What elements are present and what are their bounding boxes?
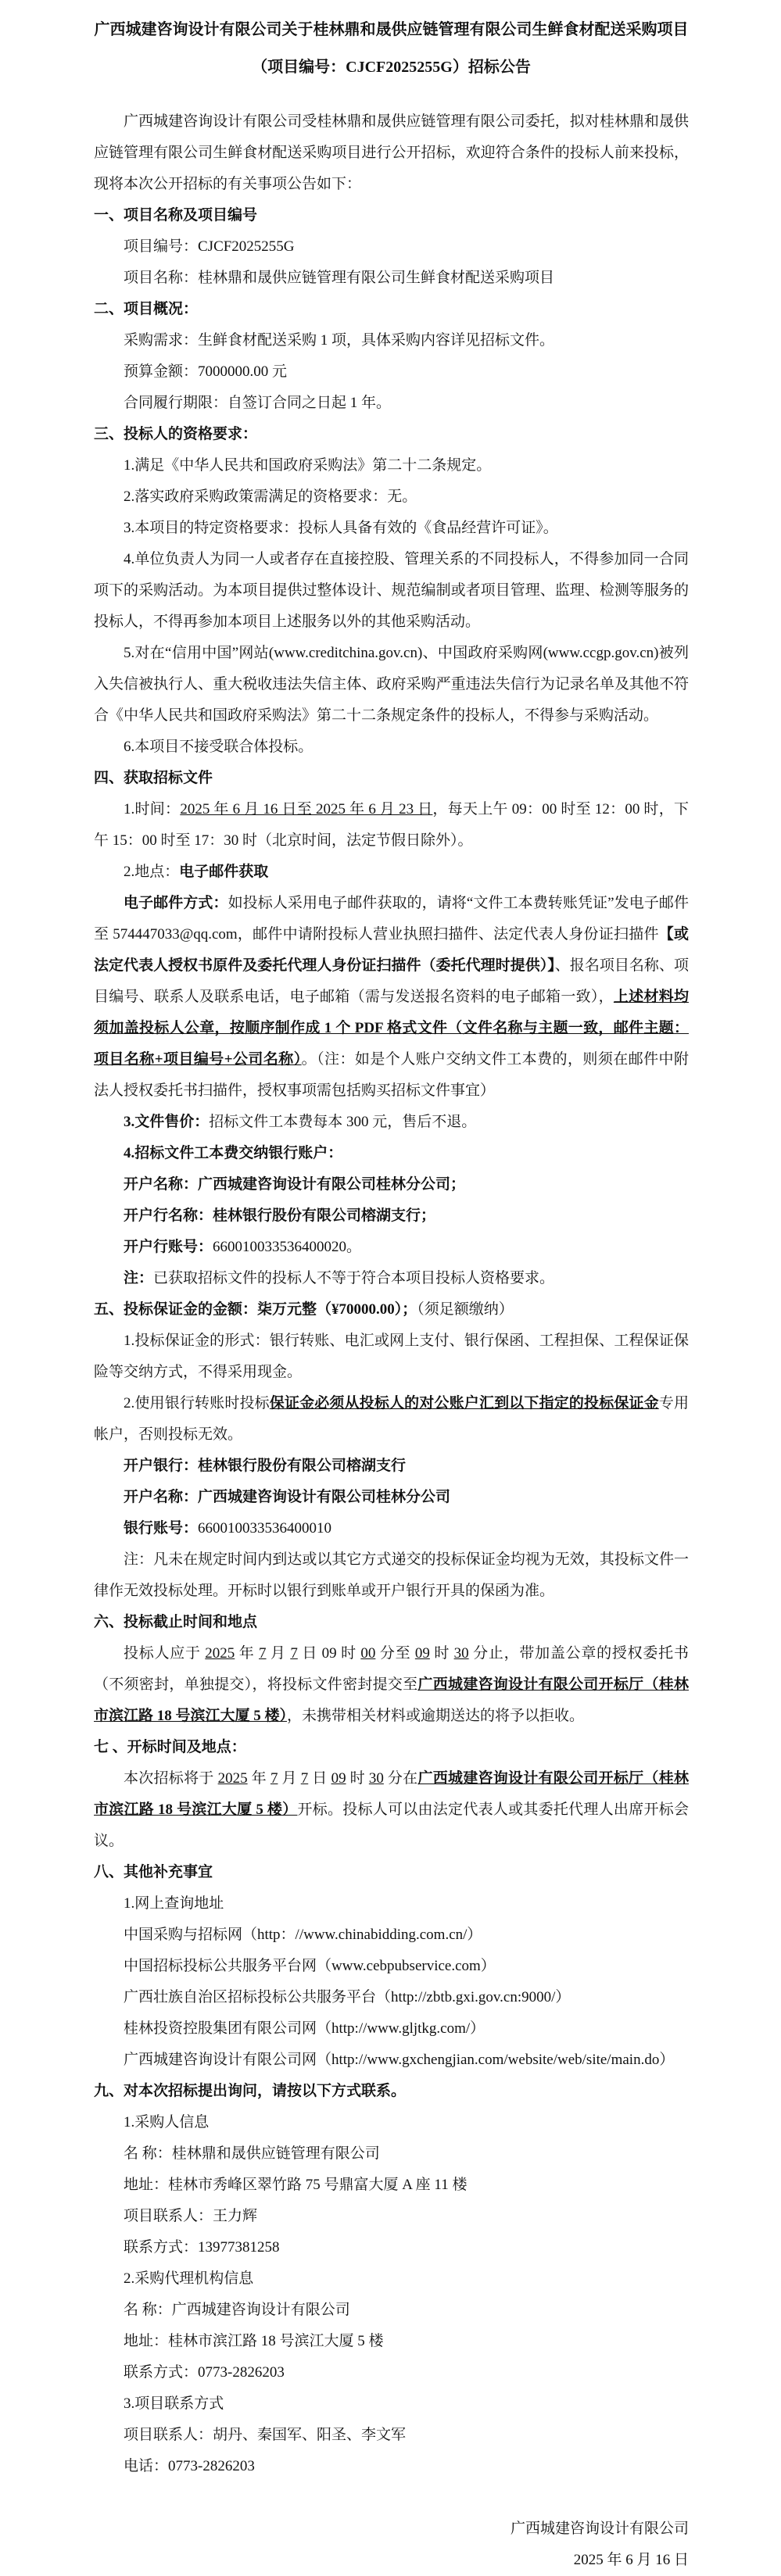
buyer-name: 名 称：桂林鼎和晟供应链管理有限公司 <box>124 2145 380 2162</box>
section-5-note: 注：凡未在规定时间内到达或以其它方式递交的投标保证金均视为无效，其投标文件一律作无效投标处理。开标时以银行到账单或开户银行开具的保函为准。 <box>94 1551 689 1599</box>
buyer-info-subheading: 1.采购人信息 <box>124 2114 210 2131</box>
fee-account-name: 开户名称：广西城建咨询设计有限公司桂林分公司； <box>124 1176 466 1193</box>
agent-address: 地址：桂林市滨江路 18 号滨江大厦 5 楼 <box>124 2333 384 2349</box>
section-5-heading: 五、投标保证金的金额：柒万元整（¥70000.00）；（须足额缴纳） <box>94 1301 514 1318</box>
budget-amount: 预算金额：7000000.00 元 <box>124 363 288 380</box>
qualification-item-3: 3.本项目的特定资格要求：投标人具备有效的《食品经营许可证》。 <box>124 520 558 536</box>
procurement-demand: 采购需求：生鲜食材配送采购 1 项，具体采购内容详见招标文件。 <box>124 332 555 349</box>
agent-name: 名 称：广西城建咨询设计有限公司 <box>124 2302 350 2318</box>
doc-price: 3.文件售价：招标文件工本费每本 300 元，售后不退。 <box>124 1114 477 1130</box>
doc-obtain-time: 1.时间：2025 年 6 月 16 日至 2025 年 6 月 23 日，每天上午 09：00 时至 12：00 时，下午 15：00 时至 17：30 时（北京时间，法定节假日除外）。 <box>94 801 689 849</box>
signature-date: 2025 年 6 月 16 日 <box>573 2552 689 2568</box>
section-6-heading: 六、投标截止时间和地点 <box>94 1614 258 1630</box>
query-url-cebpubservice: 中国招标投标公共服务平台网（www.cebpubservice.com） <box>124 1958 496 1974</box>
section-2-heading: 二、项目概况： <box>94 301 199 317</box>
footer-spacer <box>94 2482 689 2513</box>
query-url-gxchengjian: 广西城建咨询设计有限公司网（http://www.gxchengjian.com/website/web/site/main.do） <box>124 2052 675 2068</box>
fee-bank-name: 开户行名称：桂林银行股份有限公司榕湖支行； <box>124 1208 436 1224</box>
project-contact-phone: 电话：0773-2826203 <box>124 2458 255 2474</box>
deposit-account-name: 开户名称：广西城建咨询设计有限公司桂林分公司 <box>124 1489 451 1505</box>
project-contact-subheading: 3.项目联系方式 <box>124 2395 224 2412</box>
agent-phone: 联系方式：0773-2826203 <box>124 2364 285 2381</box>
query-url-gxi-platform: 广西壮族自治区招标投标公共服务平台（http://zbtb.gxi.gov.cn:9000/） <box>124 1989 571 2005</box>
qualification-item-5: 5.对在“信用中国”网站(www.creditchina.gov.cn)、中国政府采购网(www.ccgp.gov.cn)被列入失信被执行人、重大税收违法失信主体、政府采购严重违法失信行为记录名单及其他不符合《中华人民共和国政府采购法》第二十二条规定条件的投标人，不得参与采购活动。 <box>94 645 689 724</box>
section-4-heading: 四、获取招标文件 <box>94 770 213 786</box>
bid-deadline-paragraph: 投标人应于 2025 年 7 月 7 日 09 时 00 分至 09 时 30 分止，带加盖公章的授权委托书（不须密封，单独提交），将投标文件密封提交至广西城建咨询设计有限公司开标厅（桂林市滨江路 18 号滨江大厦 5 楼），未携带相关材料或逾期送达的将予以拒收。 <box>94 1645 689 1724</box>
deposit-form: 1.投标保证金的形式：银行转账、电汇或网上支付、银行保函、工程担保、工程保证保险等交纳方式，不得采用现金。 <box>94 1333 689 1380</box>
contract-term: 合同履行期限：自签订合同之日起 1 年。 <box>124 395 392 411</box>
qualification-item-4: 4.单位负责人为同一人或者存在直接控股、管理关系的不同投标人，不得参加同一合同项下的采购活动。为本项目提供过整体设计、规范编制或者项目管理、监理、检测等服务的投标人，不得再参加本项目上述服务以外的其他采购活动。 <box>94 551 689 630</box>
project-code: 项目编号：CJCF2025255G <box>124 238 295 255</box>
deposit-transfer-rule: 2.使用银行转账时投标保证金必须从投标人的对公账户汇到以下指定的投标保证金专用帐户，否则投标无效。 <box>94 1395 689 1443</box>
section-8-heading: 八、其他补充事宜 <box>94 1864 213 1880</box>
fee-account-number: 开户行账号：660010033536400020。 <box>124 1239 362 1255</box>
page-title: 广西城建咨询设计有限公司关于桂林鼎和晟供应链管理有限公司生鲜食材配送采购项目（项目编号：CJCF2025255G）招标公告 <box>94 21 689 76</box>
project-name: 项目名称：桂林鼎和晟供应链管理有限公司生鲜食材配送采购项目 <box>124 270 555 286</box>
section-4-note: 注：已获取招标文件的投标人不等于符合本项目投标人资格要求。 <box>124 1270 555 1286</box>
query-url-chinabidding: 中国采购与招标网（http：//www.chinabidding.com.cn/） <box>124 1927 482 1943</box>
intro-paragraph: 广西城建咨询设计有限公司受桂林鼎和晟供应链管理有限公司委托，拟对桂林鼎和晟供应链管理有限公司生鲜食材配送采购项目进行公开招标，欢迎符合条件的投标人前来投标，现将本次公开招标的有关事项公告如下： <box>94 113 689 192</box>
project-contact-persons: 项目联系人：胡丹、秦国军、阳圣、李文军 <box>124 2427 407 2443</box>
qualification-item-1: 1.满足《中华人民共和国政府采购法》第二十二条规定。 <box>124 457 492 474</box>
buyer-contact-person: 项目联系人：王力辉 <box>124 2208 258 2224</box>
signature-company: 广西城建咨询设计有限公司 <box>510 2521 689 2537</box>
section-3-heading: 三、投标人的资格要求： <box>94 426 258 442</box>
section-9-heading: 九、对本次招标提出询问，请按以下方式联系。 <box>94 2083 407 2099</box>
buyer-phone: 联系方式：13977381258 <box>124 2239 280 2256</box>
section-7-heading: 七 、开标时间及地点： <box>94 1739 246 1755</box>
agent-info-subheading: 2.采购代理机构信息 <box>124 2270 254 2287</box>
qualification-item-6: 6.本项目不接受联合体投标。 <box>124 739 313 755</box>
qualification-item-2: 2.落实政府采购政策需满足的资格要求：无。 <box>124 488 417 505</box>
online-query-subheading: 1.网上查询地址 <box>124 1895 224 1912</box>
query-url-gljtkg: 桂林投资控股集团有限公司网（http://www.gljtkg.com/） <box>124 2020 485 2037</box>
buyer-address: 地址：桂林市秀峰区翠竹路 75 号鼎富大厦 A 座 11 楼 <box>124 2177 468 2193</box>
doc-fee-bank-heading: 4.招标文件工本费交纳银行账户： <box>124 1145 343 1161</box>
bid-opening-paragraph: 本次招标将于 2025 年 7 月 7 日 09 时 30 分在广西城建咨询设计有限公司开标厅（桂林市滨江路 18 号滨江大厦 5 楼）开标。投标人可以由法定代表人或其委托代理人出席开标会议。 <box>94 1770 689 1849</box>
deposit-account-number: 银行账号：660010033536400010 <box>124 1520 332 1537</box>
doc-obtain-place: 2.地点：电子邮件获取 <box>124 864 269 880</box>
email-method-paragraph: 电子邮件方式：如投标人采用电子邮件获取的，请将“文件工本费转账凭证”发电子邮件至 574447033@qq.com，邮件中请附投标人营业执照扫描件、法定代表人身份证扫描件【或法定代表人授权书原件及委托代理人身份证扫描件（委托代理时提供）】、报名项目名称、项目编号、联系人及联系电话，电子邮箱（需与发送报名资料的电子邮箱一致），上述材料均须加盖投标人公章，按顺序制作成 1 个 PDF 格式文件（文件名称与主题一致，邮件主题：项目名称+项目编号+公司名称）。（注：如是个人账户交纳文件工本费的，则须在邮件中附法人授权委托书扫描件，授权事项需包括购买招标文件事宜） <box>94 895 689 1099</box>
section-1-heading: 一、项目名称及项目编号 <box>94 207 258 224</box>
deposit-bank: 开户银行：桂林银行股份有限公司榕湖支行 <box>124 1458 407 1474</box>
